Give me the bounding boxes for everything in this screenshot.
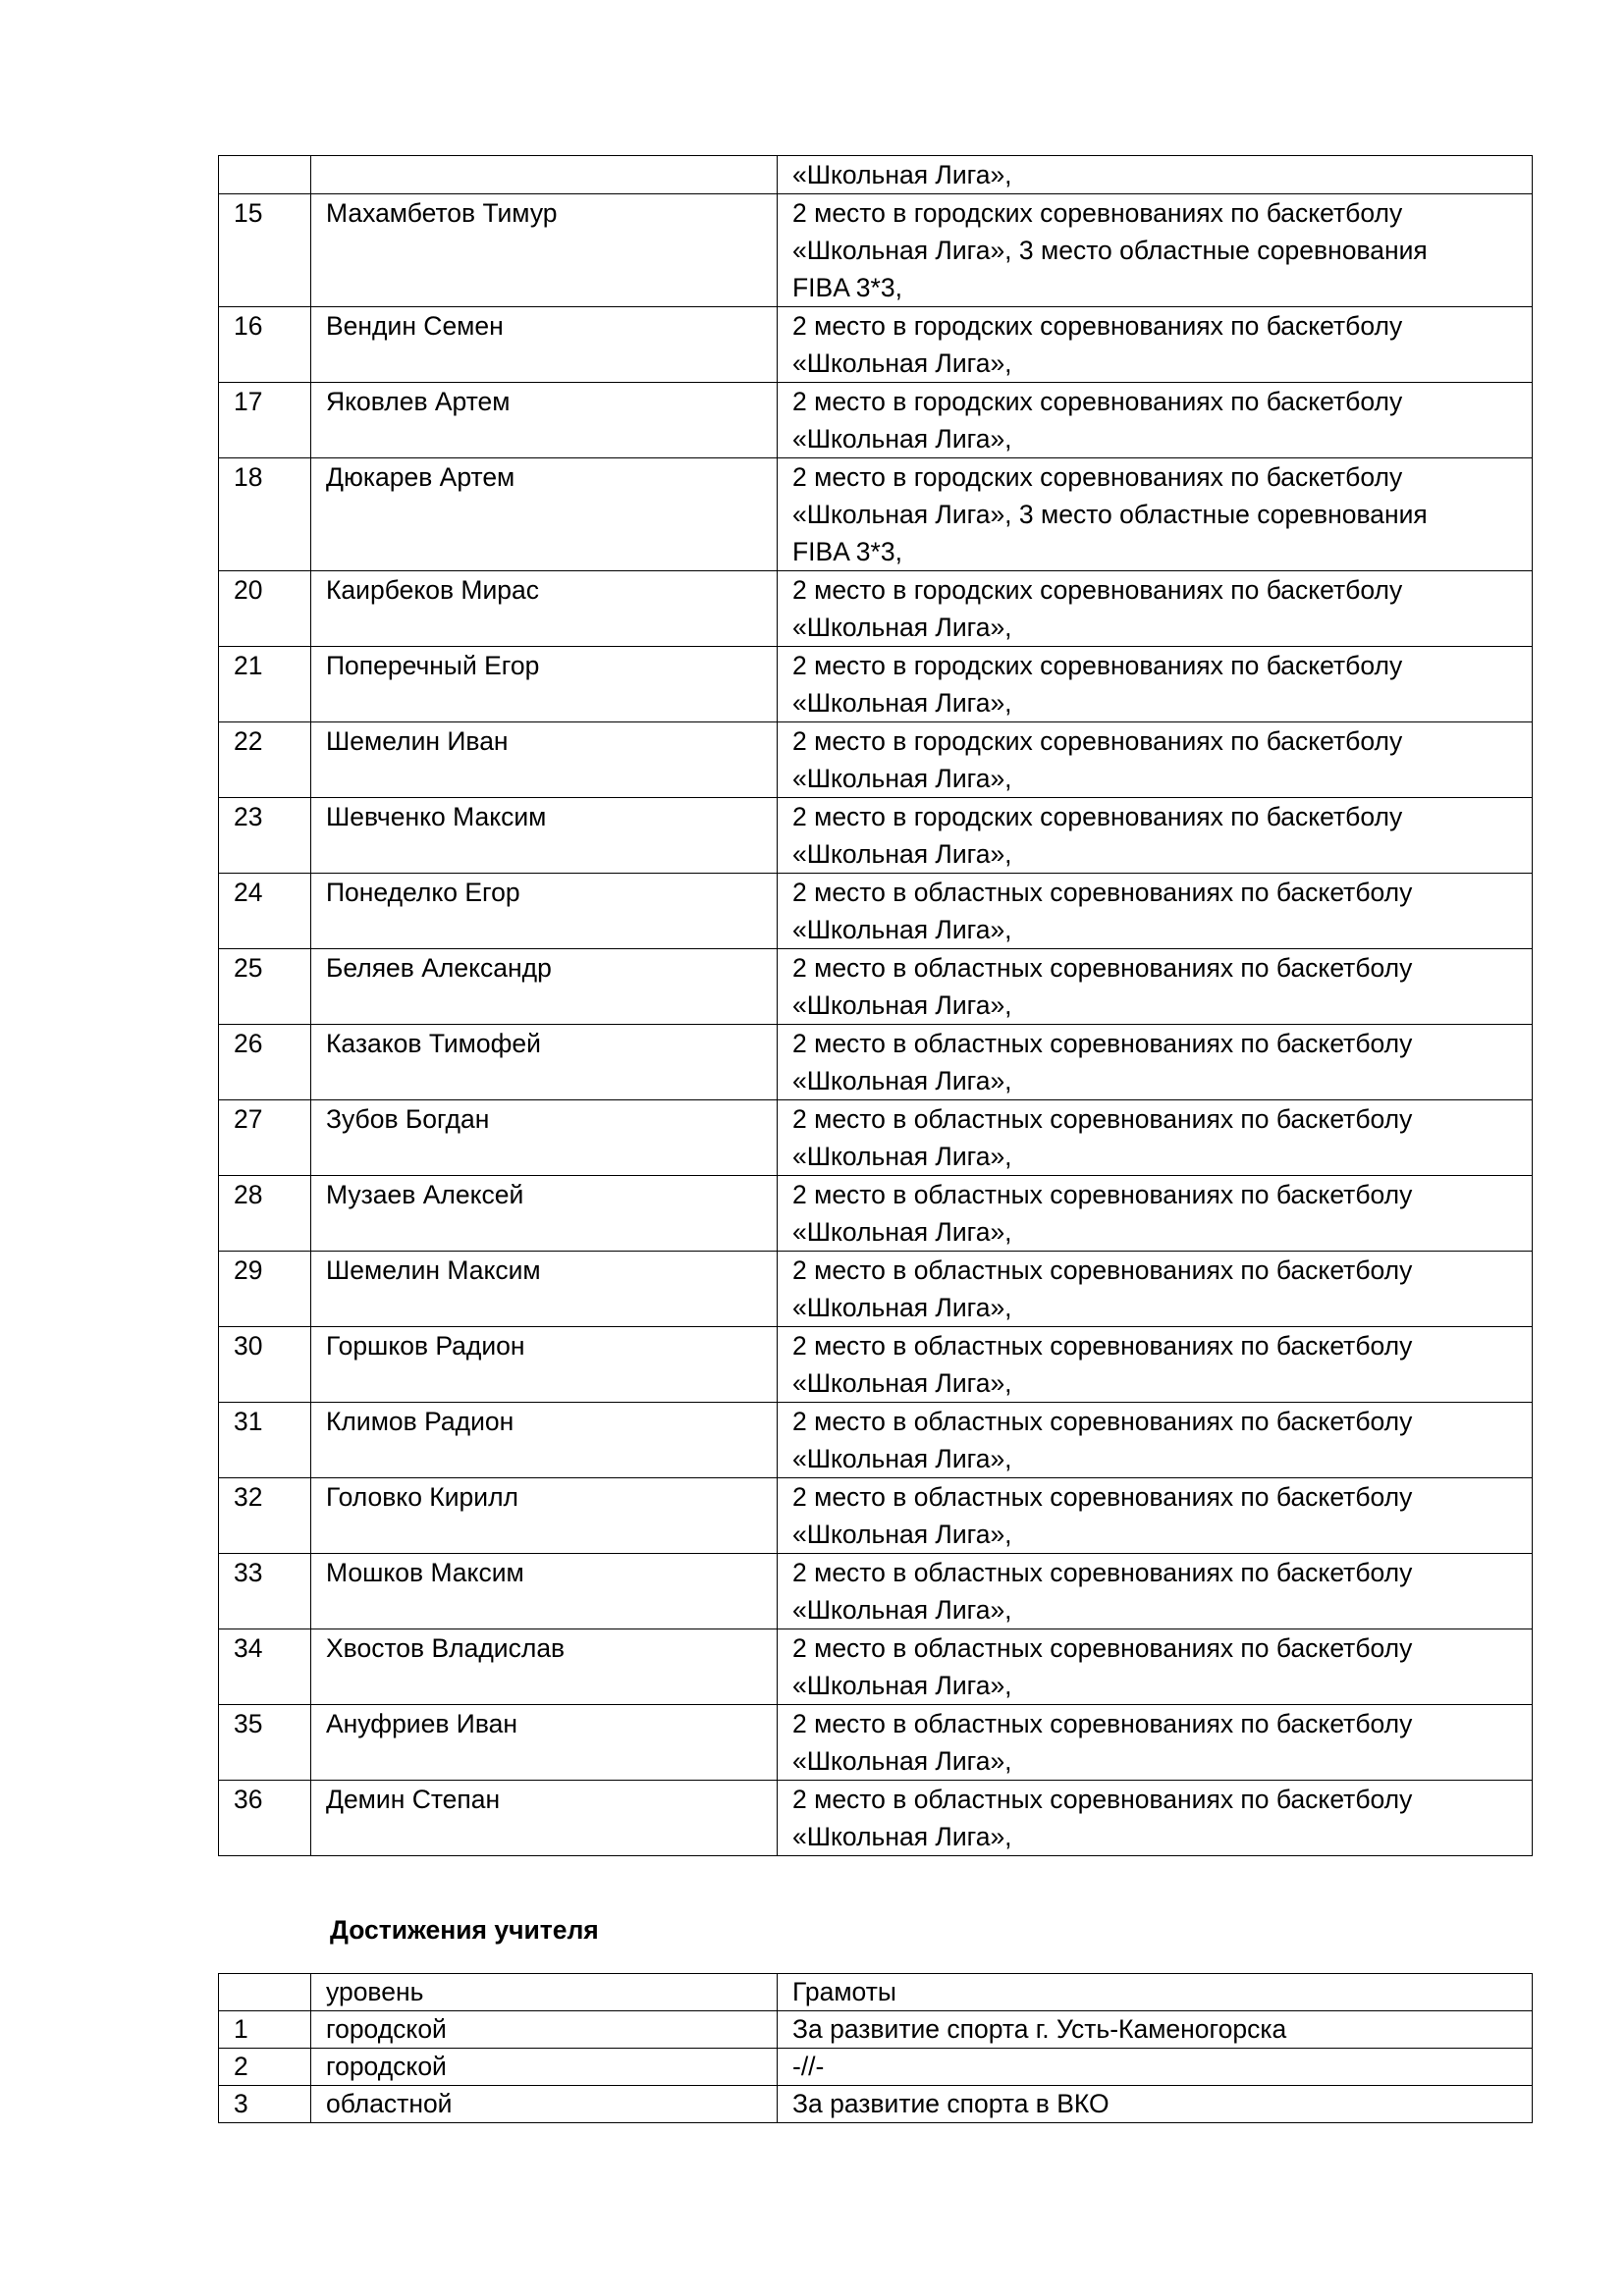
table-row bbox=[219, 949, 1533, 1025]
achievement-line: 2 место в областных соревнованиях по баскетболу bbox=[792, 1255, 1413, 1285]
achievement-text bbox=[778, 194, 1533, 307]
achievement-line: 2 место в городских соревнованиях по баскетболу bbox=[792, 651, 1403, 680]
achievement-line: «Школьная Лига», bbox=[792, 1293, 1012, 1322]
row-number: 33 bbox=[219, 1554, 311, 1629]
achievement-line: «Школьная Лига», bbox=[792, 1746, 1012, 1776]
achievement-line: 2 место в областных соревнованиях по баскетболу bbox=[792, 1104, 1413, 1134]
table-row bbox=[219, 194, 1533, 307]
table-row bbox=[219, 1327, 1533, 1403]
student-name: Вендин Семен bbox=[311, 307, 778, 383]
table-row bbox=[219, 798, 1533, 874]
teacher-header-level: уровень bbox=[311, 1974, 778, 2011]
achievement-line: 2 место в городских соревнованиях по баскетболу bbox=[792, 311, 1403, 341]
row-number: 28 bbox=[219, 1176, 311, 1252]
student-name: Понеделко Егор bbox=[311, 874, 778, 949]
row-number: 23 bbox=[219, 798, 311, 874]
student-name: Хвостов Владислав bbox=[311, 1629, 778, 1705]
teacher-table-row bbox=[219, 2011, 1533, 2049]
achievement-text bbox=[778, 1403, 1533, 1478]
achievement-line: «Школьная Лига», bbox=[792, 915, 1012, 944]
achievements-table-body bbox=[219, 156, 1533, 1856]
table-row bbox=[219, 1554, 1533, 1629]
achievement-line: «Школьная Лига», bbox=[792, 1217, 1012, 1247]
teacher-row-number: 3 bbox=[219, 2086, 311, 2123]
achievement-text bbox=[778, 1025, 1533, 1100]
achievement-text bbox=[778, 571, 1533, 647]
table-row bbox=[219, 571, 1533, 647]
achievement-text bbox=[778, 874, 1533, 949]
table-row bbox=[219, 1629, 1533, 1705]
achievement-line: «Школьная Лига», bbox=[792, 764, 1012, 793]
achievement-text bbox=[778, 1705, 1533, 1781]
achievement-line: 2 место в областных соревнованиях по баскетболу bbox=[792, 1709, 1413, 1738]
teacher-row-award: За развитие спорта г. Усть-Каменогорска bbox=[778, 2011, 1533, 2049]
table-row bbox=[219, 1403, 1533, 1478]
achievement-line: «Школьная Лига», bbox=[792, 1520, 1012, 1549]
teacher-row-number: 2 bbox=[219, 2049, 311, 2086]
achievement-text bbox=[778, 383, 1533, 458]
teacher-achievements-table bbox=[218, 1973, 1533, 2123]
achievement-line: 2 место в областных соревнованиях по баскетболу bbox=[792, 1180, 1413, 1209]
achievement-line: 2 место в городских соревнованиях по баскетболу bbox=[792, 387, 1403, 416]
achievement-line: 2 место в областных соревнованиях по баскетболу bbox=[792, 1029, 1413, 1058]
achievement-text bbox=[778, 307, 1533, 383]
teacher-table-row bbox=[219, 2086, 1533, 2123]
achievement-line: «Школьная Лига», 3 место областные соревнования bbox=[792, 500, 1428, 529]
row-number: 21 bbox=[219, 647, 311, 722]
student-name: Головко Кирилл bbox=[311, 1478, 778, 1554]
achievement-text bbox=[778, 1100, 1533, 1176]
student-name bbox=[311, 156, 778, 194]
table-row bbox=[219, 1025, 1533, 1100]
achievement-text bbox=[778, 647, 1533, 722]
student-name: Мошков Максим bbox=[311, 1554, 778, 1629]
achievement-line: «Школьная Лига», bbox=[792, 839, 1012, 869]
achievement-line: FIBA 3*3, bbox=[792, 273, 902, 302]
teacher-header-award: Грамоты bbox=[778, 1974, 1533, 2011]
student-name: Беляев Александр bbox=[311, 949, 778, 1025]
student-name: Шевченко Максим bbox=[311, 798, 778, 874]
student-name: Поперечный Егор bbox=[311, 647, 778, 722]
achievement-line: «Школьная Лига», bbox=[792, 424, 1012, 454]
teacher-table-header-row bbox=[219, 1974, 1533, 2011]
achievement-line: «Школьная Лига», bbox=[792, 1142, 1012, 1171]
achievement-line: 2 место в городских соревнованиях по баскетболу bbox=[792, 726, 1403, 756]
achievement-text bbox=[778, 156, 1533, 194]
teacher-table-row bbox=[219, 2049, 1533, 2086]
row-number: 16 bbox=[219, 307, 311, 383]
row-number: 36 bbox=[219, 1781, 311, 1856]
teacher-achievements-heading: Достижения учителя bbox=[330, 1915, 599, 1945]
table-row bbox=[219, 458, 1533, 571]
student-name: Ануфриев Иван bbox=[311, 1705, 778, 1781]
teacher-row-level: городской bbox=[311, 2049, 778, 2086]
student-name: Музаев Алексей bbox=[311, 1176, 778, 1252]
teacher-row-award: За развитие спорта в ВКО bbox=[778, 2086, 1533, 2123]
student-name: Яковлев Артем bbox=[311, 383, 778, 458]
student-name: Горшков Радион bbox=[311, 1327, 778, 1403]
achievement-line: «Школьная Лига», bbox=[792, 1671, 1012, 1700]
table-row bbox=[219, 1176, 1533, 1252]
achievement-line: 2 место в областных соревнованиях по баскетболу bbox=[792, 953, 1413, 983]
teacher-table-body bbox=[219, 1974, 1533, 2123]
row-number: 35 bbox=[219, 1705, 311, 1781]
row-number: 15 bbox=[219, 194, 311, 307]
row-number: 31 bbox=[219, 1403, 311, 1478]
teacher-row-number: 1 bbox=[219, 2011, 311, 2049]
achievement-line: «Школьная Лига», bbox=[792, 1368, 1012, 1398]
achievement-line: «Школьная Лига», bbox=[792, 990, 1012, 1020]
teacher-row-level: городской bbox=[311, 2011, 778, 2049]
row-number: 34 bbox=[219, 1629, 311, 1705]
table-row bbox=[219, 156, 1533, 194]
achievement-text bbox=[778, 1629, 1533, 1705]
achievement-text bbox=[778, 1478, 1533, 1554]
achievement-line: 2 место в городских соревнованиях по баскетболу bbox=[792, 575, 1403, 605]
achievement-line: 2 место в областных соревнованиях по баскетболу bbox=[792, 1558, 1413, 1587]
achievement-line: «Школьная Лига», bbox=[792, 160, 1012, 189]
achievement-line: 2 место в городских соревнованиях по баскетболу bbox=[792, 198, 1403, 228]
row-number: 17 bbox=[219, 383, 311, 458]
table-row bbox=[219, 1100, 1533, 1176]
student-name: Шемелин Максим bbox=[311, 1252, 778, 1327]
table-row bbox=[219, 1781, 1533, 1856]
table-row bbox=[219, 874, 1533, 949]
row-number bbox=[219, 156, 311, 194]
row-number: 18 bbox=[219, 458, 311, 571]
student-name: Махамбетов Тимур bbox=[311, 194, 778, 307]
achievement-line: 2 место в областных соревнованиях по баскетболу bbox=[792, 1633, 1413, 1663]
achievement-line: «Школьная Лига», bbox=[792, 1822, 1012, 1851]
achievement-text bbox=[778, 722, 1533, 798]
table-row bbox=[219, 647, 1533, 722]
achievements-table bbox=[218, 155, 1533, 1856]
row-number: 22 bbox=[219, 722, 311, 798]
achievement-line: «Школьная Лига», 3 место областные соревнования bbox=[792, 236, 1428, 265]
table-row bbox=[219, 1252, 1533, 1327]
teacher-header-num bbox=[219, 1974, 311, 2011]
table-row bbox=[219, 307, 1533, 383]
achievement-line: 2 место в областных соревнованиях по баскетболу bbox=[792, 1482, 1413, 1512]
student-name: Климов Радион bbox=[311, 1403, 778, 1478]
table-row bbox=[219, 722, 1533, 798]
table-row bbox=[219, 1478, 1533, 1554]
achievement-text bbox=[778, 1554, 1533, 1629]
achievement-text bbox=[778, 1176, 1533, 1252]
achievement-line: 2 место в областных соревнованиях по баскетболу bbox=[792, 1407, 1413, 1436]
student-name: Демин Степан bbox=[311, 1781, 778, 1856]
achievement-line: 2 место в областных соревнованиях по баскетболу bbox=[792, 1785, 1413, 1814]
achievement-text bbox=[778, 949, 1533, 1025]
student-name: Шемелин Иван bbox=[311, 722, 778, 798]
row-number: 25 bbox=[219, 949, 311, 1025]
achievement-line: «Школьная Лига», bbox=[792, 1595, 1012, 1625]
student-name: Казаков Тимофей bbox=[311, 1025, 778, 1100]
row-number: 24 bbox=[219, 874, 311, 949]
achievement-line: 2 место в областных соревнованиях по баскетболу bbox=[792, 878, 1413, 907]
achievement-line: «Школьная Лига», bbox=[792, 688, 1012, 718]
teacher-row-award: -//- bbox=[778, 2049, 1533, 2086]
achievement-text bbox=[778, 1252, 1533, 1327]
row-number: 30 bbox=[219, 1327, 311, 1403]
student-name: Дюкарев Артем bbox=[311, 458, 778, 571]
student-name: Каирбеков Мирас bbox=[311, 571, 778, 647]
table-row bbox=[219, 1705, 1533, 1781]
achievement-line: 2 место в городских соревнованиях по баскетболу bbox=[792, 462, 1403, 492]
row-number: 26 bbox=[219, 1025, 311, 1100]
achievement-line: «Школьная Лига», bbox=[792, 613, 1012, 642]
achievement-text bbox=[778, 1327, 1533, 1403]
row-number: 29 bbox=[219, 1252, 311, 1327]
achievement-line: «Школьная Лига», bbox=[792, 1066, 1012, 1095]
row-number: 27 bbox=[219, 1100, 311, 1176]
achievement-line: 2 место в областных соревнованиях по баскетболу bbox=[792, 1331, 1413, 1361]
achievement-text bbox=[778, 1781, 1533, 1856]
achievement-text bbox=[778, 798, 1533, 874]
achievement-line: FIBA 3*3, bbox=[792, 537, 902, 566]
achievement-line: 2 место в городских соревнованиях по баскетболу bbox=[792, 802, 1403, 831]
achievement-text bbox=[778, 458, 1533, 571]
row-number: 20 bbox=[219, 571, 311, 647]
student-name: Зубов Богдан bbox=[311, 1100, 778, 1176]
achievement-line: «Школьная Лига», bbox=[792, 1444, 1012, 1473]
teacher-row-level: областной bbox=[311, 2086, 778, 2123]
row-number: 32 bbox=[219, 1478, 311, 1554]
table-row bbox=[219, 383, 1533, 458]
achievement-line: «Школьная Лига», bbox=[792, 348, 1012, 378]
